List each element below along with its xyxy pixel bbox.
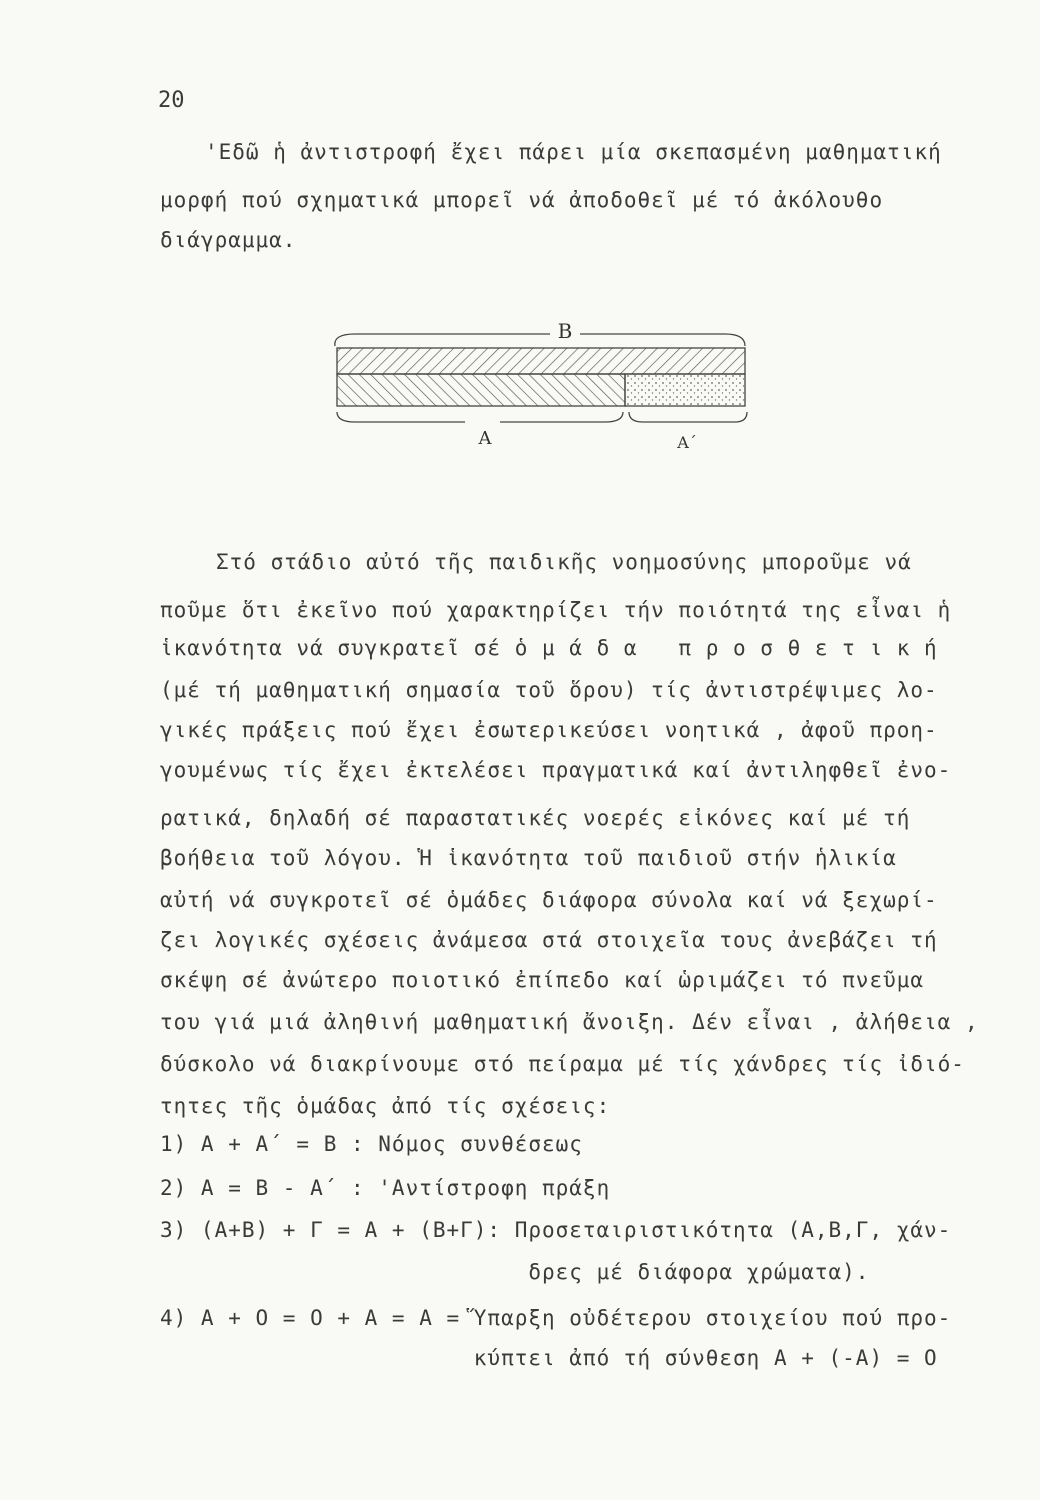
brace-a-right [500, 412, 623, 422]
body-line: αὐτή νά συγκροτεῖ σέ ὁμάδες διάφορα σύνολα καί νά ξεχωρί- [160, 888, 938, 912]
brace-a-prime [629, 412, 747, 422]
body-line: βοήθεια τοῦ λόγου. Ἡ ἱκανότητα τοῦ παιδιοῦ στήν ἡλικία [160, 846, 897, 870]
intro-line: 'Εδῶ ἡ ἀντιστροφή ἔχει πάρει μία σκεπασμένη μαθηματική [205, 140, 942, 164]
set-diagram [325, 318, 765, 458]
intro-line: μορφή πού σχηματικά μπορεῖ νά ἀποδοθεῖ μέ τό ἀκόλουθο [160, 188, 884, 212]
body-line: ζει λογικές σχέσεις ἀνάμεσα στά στοιχεῖα τους ἀνεβάζει τή [160, 928, 938, 952]
body-line: ἱκανότητα νά συγκρατεῖ σέ ὁ μ ά δ α π ρ ο σ θ ε τ ι κ ή [160, 636, 938, 660]
list-item: 1) A + A΄ = B : Νόμος συνθέσεως [160, 1132, 583, 1156]
body-line: ποῦμε ὅτι ἐκεῖνο πού χαρακτηρίζει τήν ποιότητά της εἶναι ἡ [160, 598, 952, 622]
body-line: σκέψη σέ ἀνώτερο ποιοτικό ἐπίπεδο καί ὡριμάζει τό πνεῦμα [160, 968, 925, 992]
body-line: (μέ τή μαθηματική σημασία τοῦ ὅρου) τίς ἀντιστρέψιμες λο- [160, 678, 938, 702]
list-item: δρες μέ διάφορα χρώματα). [160, 1260, 870, 1284]
body-line: τητες τῆς ὁμάδας ἀπό τίς σχέσεις: [160, 1094, 611, 1118]
page-number: 20 [158, 88, 185, 113]
list-item: 4) A + O = O + A = A = Ὕπαρξη οὐδέτερου στοιχείου πού προ- [160, 1306, 952, 1330]
intro-line: διάγραμμα. [160, 228, 297, 252]
label-b: B [557, 319, 573, 343]
body-line: ρατικά, δηλαδή σέ παραστατικές νοερές εἰκόνες καί μέ τή [160, 806, 911, 830]
body-line: δύσκολο νά διακρίνουμε στό πείραμα μέ τίς χάνδρες τίς ἰδιό- [160, 1052, 965, 1076]
list-item: 3) (A+B) + Γ = A + (B+Γ): Προσεταιριστικότητα (A,B,Γ, χάν- [160, 1218, 952, 1242]
brace-b-left [335, 334, 550, 346]
list-item: 2) A = B - A΄ : 'Αντίστροφη πράξη [160, 1176, 611, 1200]
label-a: A [478, 428, 492, 449]
body-line: του γιά μιά ἀληθινή μαθηματική ἄνοιξη. Δέν εἶναι , ἀλήθεια , [160, 1010, 979, 1034]
segment-a-prime [625, 374, 745, 406]
list-item: κύπτει ἀπό τή σύνθεση A + (-A) = O [160, 1346, 938, 1370]
strip-top [337, 348, 745, 374]
body-line: Στό στάδιο αὐτό τῆς παιδικῆς νοημοσύνης μποροῦμε νά [216, 550, 912, 574]
brace-a-left [337, 412, 465, 422]
brace-b-right [580, 334, 745, 346]
body-line: γουμένως τίς ἔχει ἐκτελέσει πραγματικά καί ἀντιληφθεῖ ἐνο- [160, 758, 952, 782]
segment-a [337, 374, 625, 406]
label-a-prime: A΄ [677, 433, 697, 452]
body-line: γικές πράξεις πού ἔχει ἐσωτερικεύσει νοητικά , ἀφοῦ προη- [160, 718, 938, 742]
